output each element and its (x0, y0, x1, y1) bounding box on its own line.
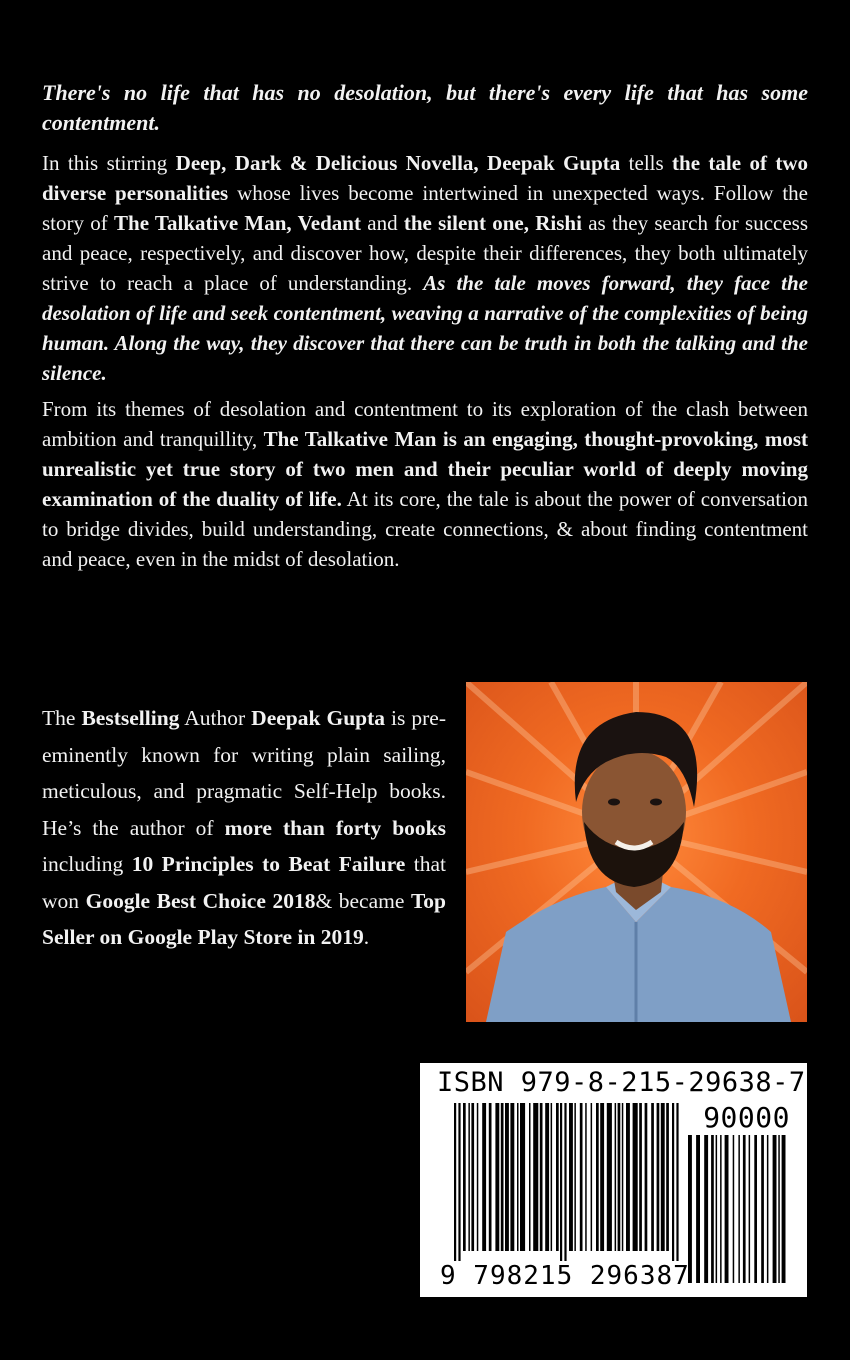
barcode-bar (720, 1135, 722, 1283)
barcode-bar (716, 1135, 718, 1283)
ean-digits: 9 798215 296387 (440, 1261, 690, 1291)
barcode-bar (574, 1103, 576, 1251)
barcode-bar (471, 1103, 474, 1251)
barcode-bar (551, 1103, 553, 1251)
text-run: From its themes of desolation and contentment to its exploration of the clash between ambition and tranquillity, (42, 397, 808, 451)
text-run: At its core, the tale is about the power of conversation to bridge divides, build understanding, create connections, & about finding contentment and peace, even in the midst of desolation. (42, 487, 808, 571)
barcode-bar (477, 1103, 479, 1251)
isbn-label: ISBN 979-8-215-29638-7 (437, 1067, 806, 1098)
text-run: The Talkative Man is an engaging, thought-provoking, most unrealistic yet true story of two men and their peculiar world of deeply moving examination of the duality of life. (42, 427, 809, 511)
barcode-bar (596, 1103, 599, 1251)
barcode-bar (738, 1135, 740, 1283)
text-run: Top Seller on Google Play Store in 2019 (42, 888, 447, 949)
text-run: In this stirring (42, 151, 176, 175)
barcode-bar (510, 1103, 514, 1251)
barcode-bar (676, 1103, 678, 1261)
barcode-bar (463, 1103, 466, 1251)
barcode-bar (564, 1103, 566, 1261)
text-run: Google Best Choice 2018 (85, 888, 316, 913)
barcode-bar (607, 1103, 612, 1251)
text-run: tells (620, 151, 673, 175)
text-run: The Talkative Man, Vedant (114, 211, 361, 235)
tagline: There's no life that has no desolation, but there's every life that has some contentment. (42, 80, 808, 135)
barcode-bar (749, 1135, 751, 1283)
barcode-bar (725, 1135, 729, 1283)
text-run: 10 Principles to Beat Failure (131, 852, 406, 876)
barcode-bar (585, 1103, 587, 1251)
barcode-bar (782, 1135, 786, 1283)
barcode-bar (529, 1103, 531, 1251)
text-run: & became (315, 888, 411, 913)
barcode-bar (657, 1103, 660, 1251)
text-run: whose lives become intertwined in unexpected ways. Follow the story of (42, 181, 808, 235)
text-run: the tale of two diverse personalities (42, 151, 808, 205)
barcode-bar (458, 1103, 460, 1261)
barcode-bar (743, 1135, 746, 1283)
barcode-bar (773, 1135, 777, 1283)
barcode-bar (618, 1103, 621, 1251)
text-run: Deep, Dark & Delicious Novella, Deepak Gupta (175, 151, 621, 175)
synopsis-paragraph (42, 148, 808, 388)
barcode-bar (639, 1103, 642, 1251)
barcode-bar (454, 1103, 456, 1261)
text-run: including (42, 852, 132, 876)
barcode-bar (626, 1103, 630, 1251)
themes-paragraph (42, 394, 808, 574)
barcode-bar (520, 1103, 525, 1251)
barcode-bar (580, 1103, 583, 1251)
barcode-bar (651, 1103, 654, 1251)
barcode-bar (754, 1135, 757, 1283)
barcode-bar (767, 1135, 769, 1283)
text-run: as they search for success and peace, respectively, and discover how, despite their differences, they both ultimately strive to reach a place of understanding. (42, 211, 808, 295)
author-portrait-illustration (466, 682, 807, 1022)
barcode-bar (505, 1103, 509, 1251)
barcode-bar (560, 1103, 562, 1261)
text-run: is pre-eminently known for writing plain sailing, meticulous, and pragmatic Self-Help books. He’s the author of (42, 706, 446, 840)
author-bio (42, 700, 446, 956)
barcode-bar (761, 1135, 764, 1283)
barcode-bar (661, 1103, 665, 1251)
barcode-bar (591, 1103, 593, 1251)
barcode-bar (556, 1103, 559, 1251)
barcode-bar (666, 1103, 669, 1251)
barcode-bar (569, 1103, 573, 1251)
barcode-bar (633, 1103, 638, 1251)
barcode-bar (501, 1103, 504, 1251)
text-run: the silent one, Rishi (403, 211, 582, 235)
isbn-barcode (420, 1063, 807, 1297)
author-photo (466, 682, 807, 1022)
barcode-bar (711, 1135, 714, 1283)
text-run: that won (42, 852, 446, 913)
barcode-bar (672, 1103, 674, 1261)
text-run: and (360, 211, 404, 235)
barcode-bar (489, 1103, 492, 1251)
barcode-bar (696, 1135, 700, 1283)
text-run: The (42, 706, 82, 730)
barcode-bar (495, 1103, 499, 1251)
barcode-bar (540, 1103, 543, 1251)
text-run: Author (179, 706, 252, 730)
barcode-bar (533, 1103, 538, 1251)
barcode-bar (704, 1135, 708, 1283)
text-run: As the tale moves forward, they face the desolation of life and seek contentment, weaving a narrative of the complexities of being human. Along the way, they discover that there can be truth in both the talking and the silence. (42, 271, 808, 385)
text-run: more than forty books (224, 815, 447, 840)
text-run: Bestselling (81, 706, 180, 730)
barcode-bar (615, 1103, 617, 1251)
barcode-bar (733, 1135, 735, 1283)
price-code: 90000 (703, 1101, 790, 1134)
text-run: . (363, 925, 370, 949)
barcode-bar (778, 1135, 780, 1283)
barcode-bar (600, 1103, 604, 1251)
barcode-bar (482, 1103, 486, 1251)
barcode-bar (545, 1103, 549, 1251)
barcode-bar (645, 1103, 648, 1251)
barcode-bar (622, 1103, 624, 1251)
text-run: Deepak Gupta (251, 706, 386, 730)
barcode-bar (468, 1103, 470, 1251)
barcode-bar (517, 1103, 519, 1251)
